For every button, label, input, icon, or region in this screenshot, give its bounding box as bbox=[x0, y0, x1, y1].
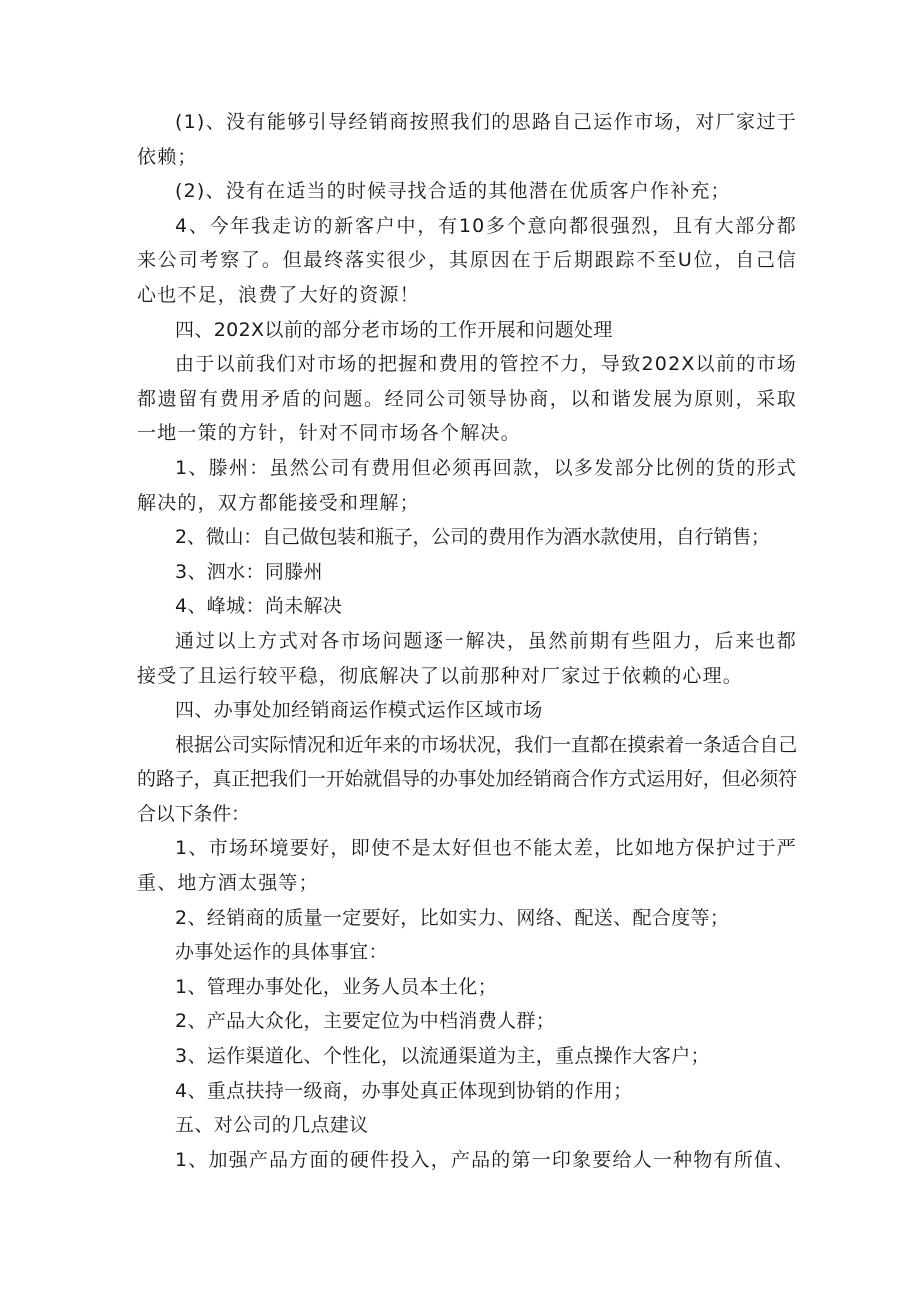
paragraph: (2)、没有在适当的时候寻找合适的其他潜在优质客户作补充； bbox=[175, 180, 731, 203]
section-heading: 五、对公司的几点建议 bbox=[175, 1114, 369, 1137]
document-body bbox=[137, 105, 797, 1177]
paragraph: 根据公司实际情况和近年来的市场状况，我们一直都在摸索着一条适合自己的路子，真正把我们一开始就倡导的办事处加经销商合作方式运用好，但必须符合以下条件： bbox=[137, 733, 797, 825]
list-item: 1、加强产品方面的硬件投入，产品的第一印象要给人一种物有所值、 bbox=[175, 1148, 795, 1171]
list-item: 1、滕州：虽然公司有费用但必须再回款，以多发部分比例的货的形式解决的，双方都能接受和理解； bbox=[137, 456, 797, 514]
sub-heading: 办事处运作的具体事宜： bbox=[175, 941, 388, 964]
list-item: 3、运作渠道化、个性化，以流通渠道为主，重点操作大客户； bbox=[175, 1045, 710, 1068]
list-item: 2、微山：自己做包装和瓶子，公司的费用作为酒水款使用，自行销售； bbox=[175, 526, 770, 549]
paragraph: 由于以前我们对市场的把握和费用的管控不力，导致202X以前的市场都遗留有费用矛盾的问题。经同公司领导协商，以和谐发展为原则，采取一地一策的方针，针对不同市场各个解决。 bbox=[137, 353, 797, 445]
list-item: 3、泗水：同滕州 bbox=[175, 560, 323, 583]
section-heading: 四、202X以前的部分老市场的工作开展和问题处理 bbox=[175, 318, 613, 341]
section-heading: 四、办事处加经销商运作模式运作区域市场 bbox=[175, 699, 543, 722]
list-item: 4、峰城：尚未解决 bbox=[175, 595, 343, 618]
list-item: 4、重点扶持一级商，办事处真正体现到协销的作用； bbox=[175, 1079, 633, 1102]
list-item: 1、管理办事处化，业务人员本土化； bbox=[175, 975, 498, 998]
list-item: 2、产品大众化，主要定位为中档消费人群； bbox=[175, 1010, 556, 1033]
paragraph: 4、今年我走访的新客户中，有10多个意向都很强烈，且有大部分都来公司考察了。但最终落实很少，其原因在于后期跟踪不至U位，自己信心也不足，浪费了大好的资源！ bbox=[137, 214, 797, 306]
paragraph: 通过以上方式对各市场问题逐一解决，虽然前期有些阻力，后来也都接受了且运行较平稳，彻底解决了以前那种对厂家过于依赖的心理。 bbox=[137, 629, 797, 687]
list-item: 2、经销商的质量一定要好，比如实力、网络、配送、配合度等； bbox=[175, 906, 730, 929]
list-item: 1、市场环境要好，即使不是太好但也不能太差，比如地方保护过于严重、地方酒太强等； bbox=[137, 837, 797, 895]
paragraph: (1)、没有能够引导经销商按照我们的思路自己运作市场，对厂家过于依赖； bbox=[137, 111, 797, 168]
